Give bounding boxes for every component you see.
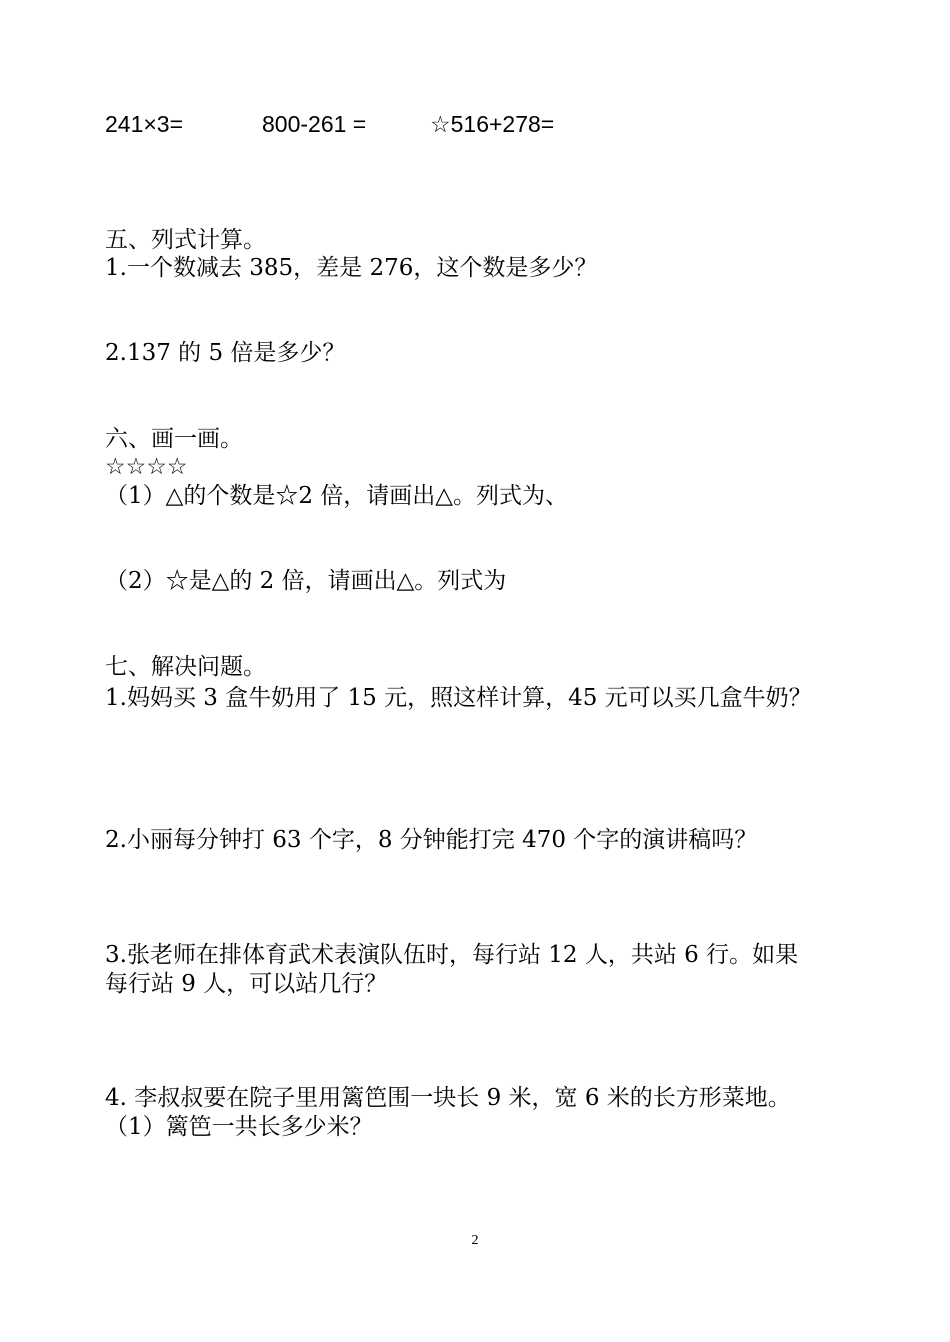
section-5-heading: 五、列式计算。 <box>105 227 266 253</box>
section-6-question-2: （2）☆是△的 2 倍，请画出△。列式为 <box>105 568 507 594</box>
section-7-question-1: 1.妈妈买 3 盒牛奶用了 15 元，照这样计算，45 元可以买几盒牛奶？ <box>105 685 812 711</box>
section-7-question-4-sub-1: （1）篱笆一共长多少米？ <box>105 1114 373 1140</box>
section-7-question-3-line-1: 3.张老师在排体育武术表演队伍时，每行站 12 人，共站 6 行。如果 <box>105 942 799 968</box>
section-5-question-1: 1.一个数减去 385，差是 276，这个数是多少？ <box>105 255 598 281</box>
section-7-question-2: 2.小丽每分钟打 63 个字，8 分钟能打完 470 个字的演讲稿吗？ <box>105 827 758 853</box>
section-7-question-3-line-2: 每行站 9 人，可以站几行？ <box>105 971 388 997</box>
page-number: 2 <box>471 1233 479 1248</box>
section-5-question-2: 2.137 的 5 倍是多少？ <box>105 340 346 366</box>
section-7-question-4: 4. 李叔叔要在院子里用篱笆围一块长 9 米，宽 6 米的长方形菜地。 <box>105 1085 791 1111</box>
calc-expression-3: ☆516+278= <box>430 111 555 137</box>
calc-expression-2: 800-261 = <box>262 111 367 137</box>
section-6-heading: 六、画一画。 <box>105 426 243 452</box>
star-row: ☆☆☆☆ <box>105 454 188 480</box>
section-6-question-1: （1）△的个数是☆2 倍，请画出△。列式为、 <box>105 483 568 509</box>
calc-expression-1: 241×3= <box>105 111 184 137</box>
section-7-heading: 七、解决问题。 <box>105 654 266 680</box>
